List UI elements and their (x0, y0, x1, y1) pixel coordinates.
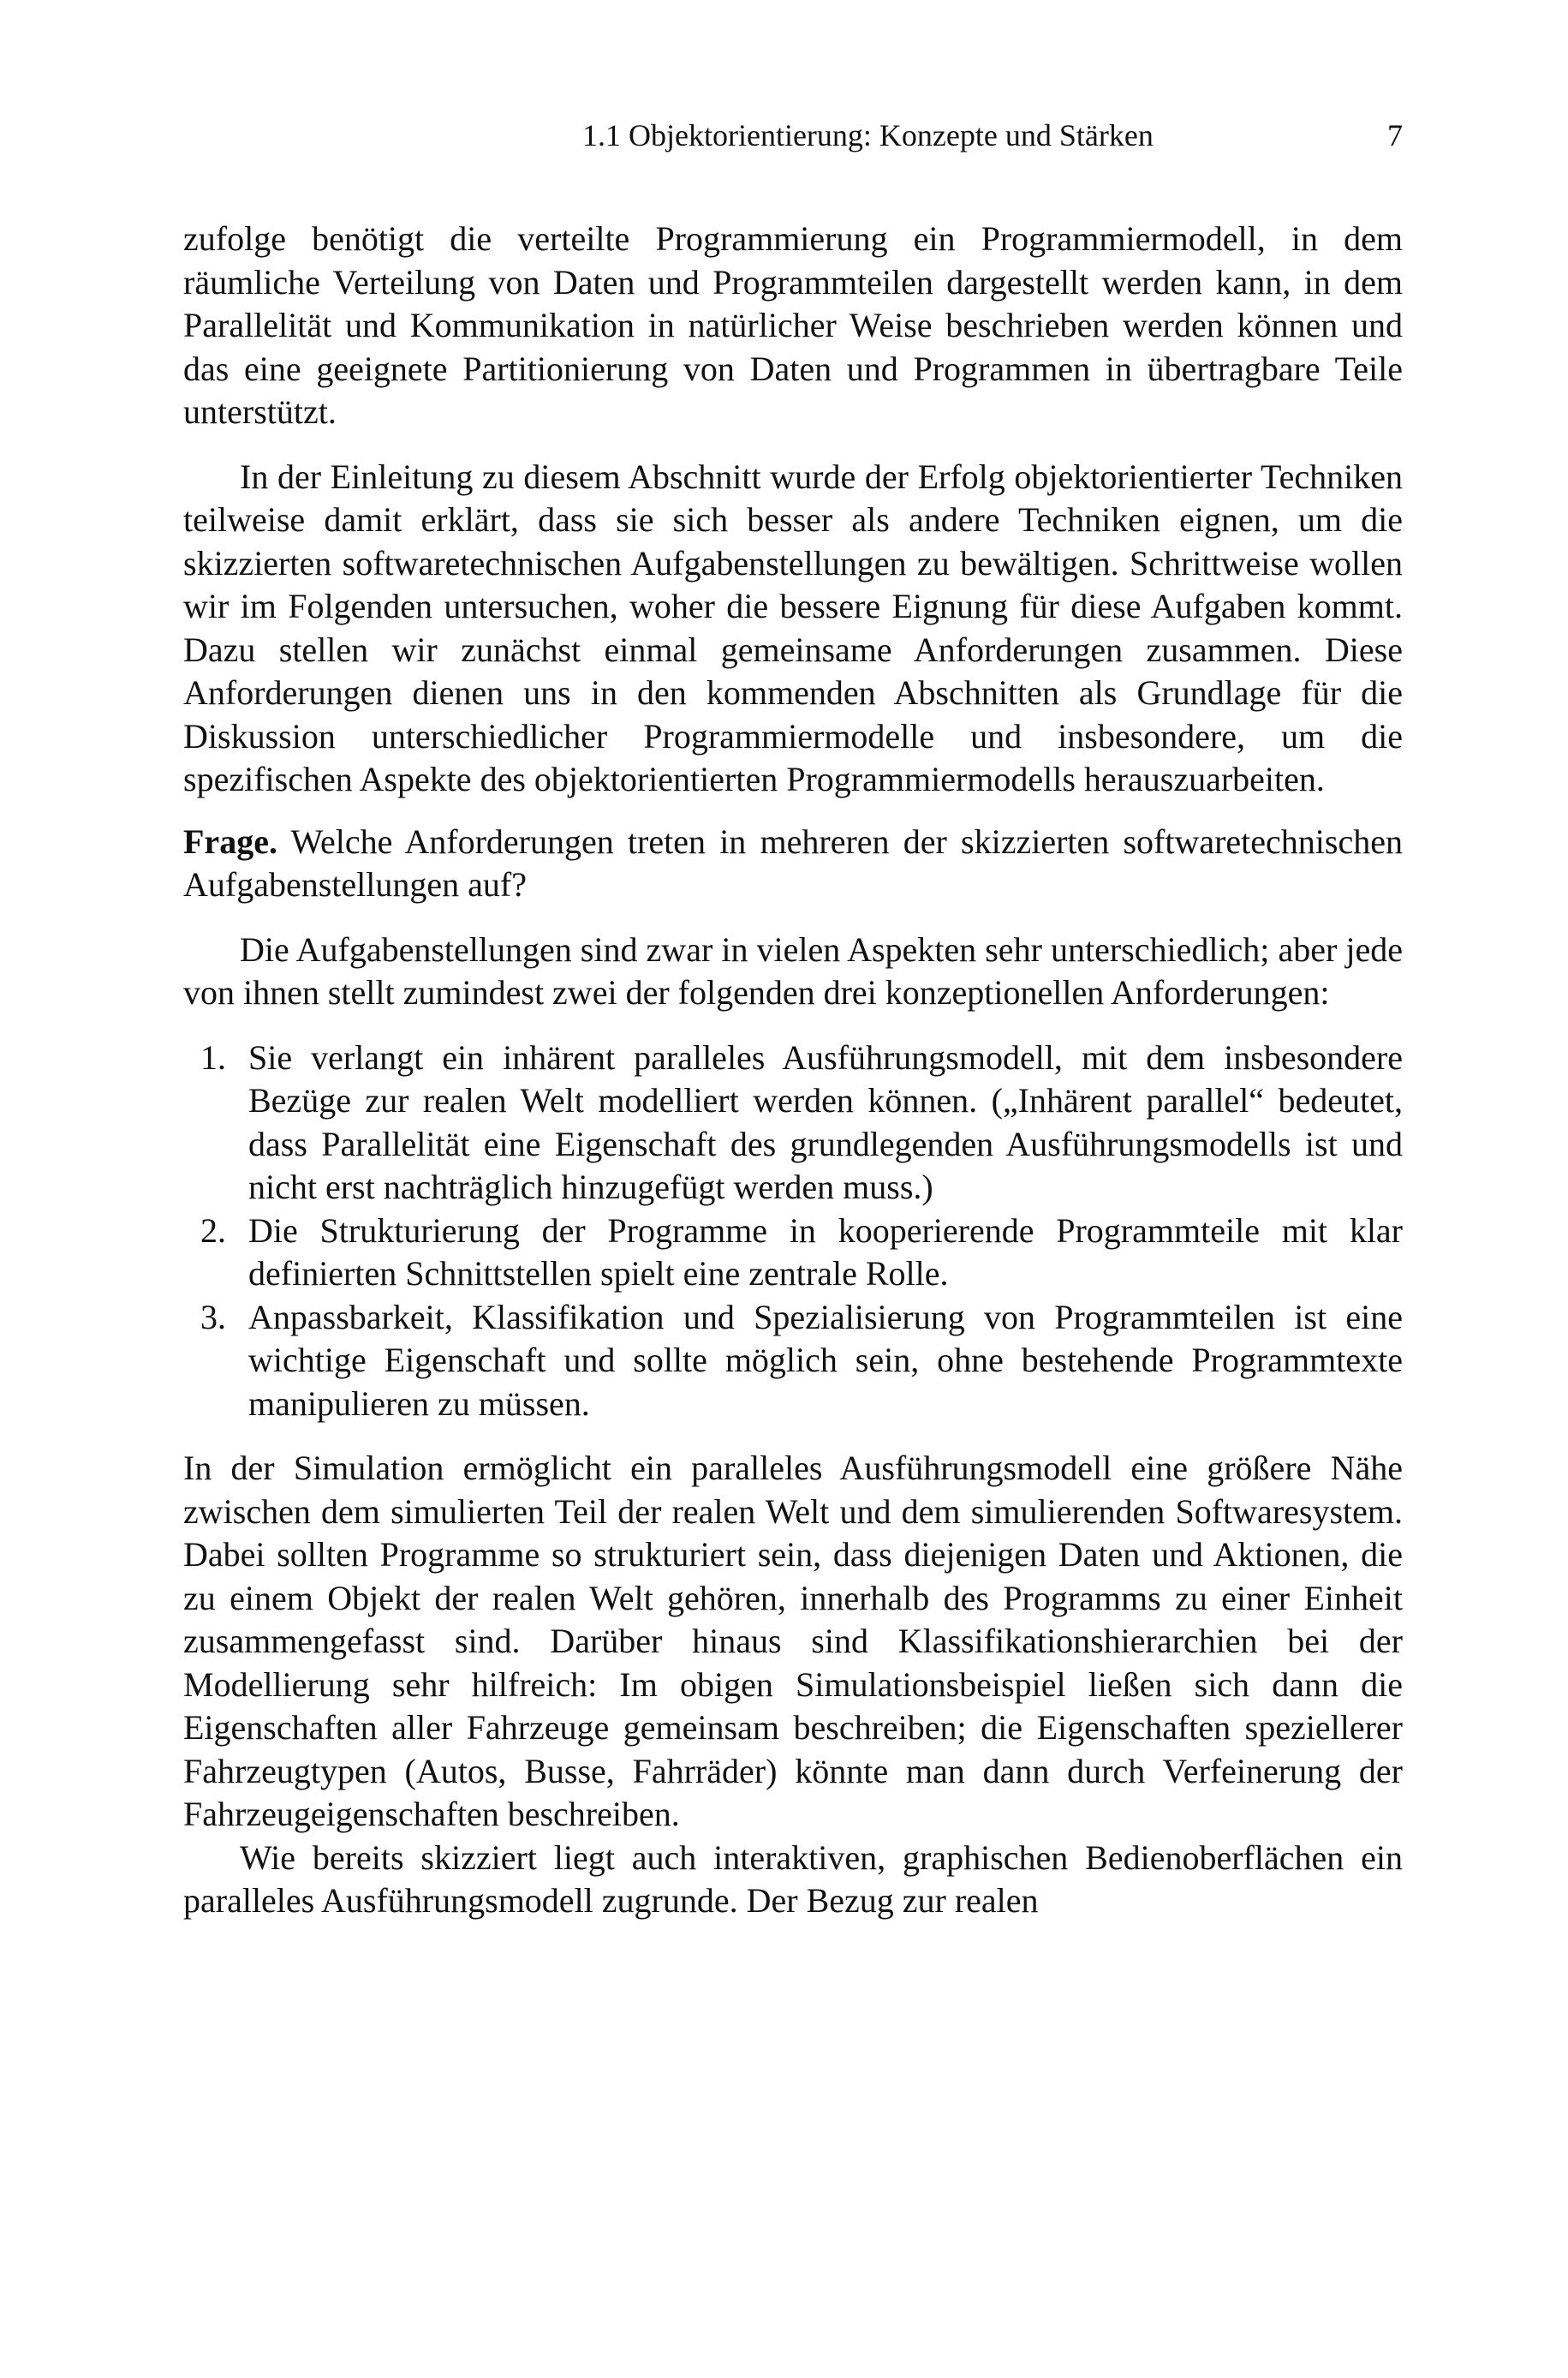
list-item-text: Anpassbarkeit, Klassifikation und Spezialisierung von Programmteilen ist eine wichtige Eigenschaft und sollte möglich sein, ohne bestehende Programmtexte manipulieren zu müssen. (248, 1297, 1403, 1423)
list-item-text: Sie verlangt ein inhärent paralleles Ausführungsmodell, mit dem insbesondere Bezüge zur realen Welt modelliert werden können. („Inhärent parallel“ bedeutet, dass Parallelität eine Eigenschaft des grundlegenden Ausführungsmodells ist und nicht erst nachträglich hinzugefügt werden muss.) (248, 1037, 1403, 1206)
paragraph-continuation: zufolge benötigt die verteilte Programmierung ein Programmiermodell, in dem räumliche Verteilung von Daten und Programmteilen dargestellt werden kann, in dem Parallelität und Kommunikation in natürlicher Weise beschrieben werden können und das eine geeignete Partitionierung von Daten und Programmen in übertragbare Teile unterstützt. (183, 219, 1403, 431)
question-block (183, 821, 1403, 907)
header-title: 1.1 Objektorientierung: Konzepte und Stärken (582, 118, 1154, 152)
requirements-list (183, 1037, 1403, 1426)
question-text: Welche Anforderungen treten in mehreren der skizzierten softwaretechnischen Aufgabenstellungen auf? (183, 822, 1403, 904)
paragraph-simulation: In der Simulation ermöglicht ein paralleles Ausführungsmodell eine größere Nähe zwischen dem simulierten Teil der realen Welt und dem simulierenden Softwaresystem. Dabei sollten Programme so strukturiert sein, dass diejenigen Daten und Aktionen, die zu einem Objekt der realen Welt gehören, innerhalb des Programms zu einer Einheit zusammengefasst sind. Darüber hinaus sind Klassifikationshierarchien bei der Modellierung sehr hilfreich: Im obigen Simulationsbeispiel ließen sich dann die Eigenschaften aller Fahrzeuge gemeinsam beschreiben; die Eigenschaften speziellerer Fahrzeugtypen (Autos, Busse, Fahrräder) könnte man dann durch Verfeinerung der Fahrzeugeigenschaften beschreiben. (183, 1449, 1403, 1833)
page-body (183, 218, 1403, 1923)
running-header (183, 110, 1403, 161)
paragraph-gui: Wie bereits skizziert liegt auch interaktiven, graphischen Bedienoberflächen ein paralleles Ausführungsmodell zugrunde. Der Bezug zur realen (183, 1837, 1403, 1920)
list-item-number: 3. (200, 1297, 226, 1336)
list-item-number: 1. (200, 1037, 226, 1077)
page-number: 7 (1387, 118, 1403, 152)
list-item-text: Die Strukturierung der Programme in kooperierende Programmteile mit klar definierten Schnittstellen spielt eine zentrale Rolle. (248, 1210, 1403, 1293)
paragraph-requirements-intro: Die Aufgabenstellungen sind zwar in vielen Aspekten sehr unterschiedlich; aber jede von ihnen stellt zumindest zwei der folgenden drei konzeptionellen Anforderungen: (183, 929, 1403, 1012)
list-item (183, 1210, 1403, 1296)
paragraph-introduction: In der Einleitung zu diesem Abschnitt wurde der Erfolg objektorientierter Techniken teilweise damit erklärt, dass sie sich besser als andere Techniken eignen, um die skizzierten softwaretechnischen Aufgabenstellungen zu bewältigen. Schrittweise wollen wir im Folgenden untersuchen, woher die bessere Eignung für diese Aufgaben kommt. Dazu stellen wir zunächst einmal gemeinsame Anforderungen zusammen. Diese Anforderungen dienen uns in den kommenden Abschnitten als Grundlage für die Diskussion unterschiedlicher Programmiermodelle und insbesondere, um die spezifischen Aspekte des objektorientierten Programmiermodells herauszuarbeiten. (183, 457, 1403, 798)
list-item (183, 1296, 1403, 1426)
list-item-number: 2. (200, 1210, 226, 1250)
question-label: Frage. (183, 822, 277, 861)
list-item (183, 1037, 1403, 1210)
